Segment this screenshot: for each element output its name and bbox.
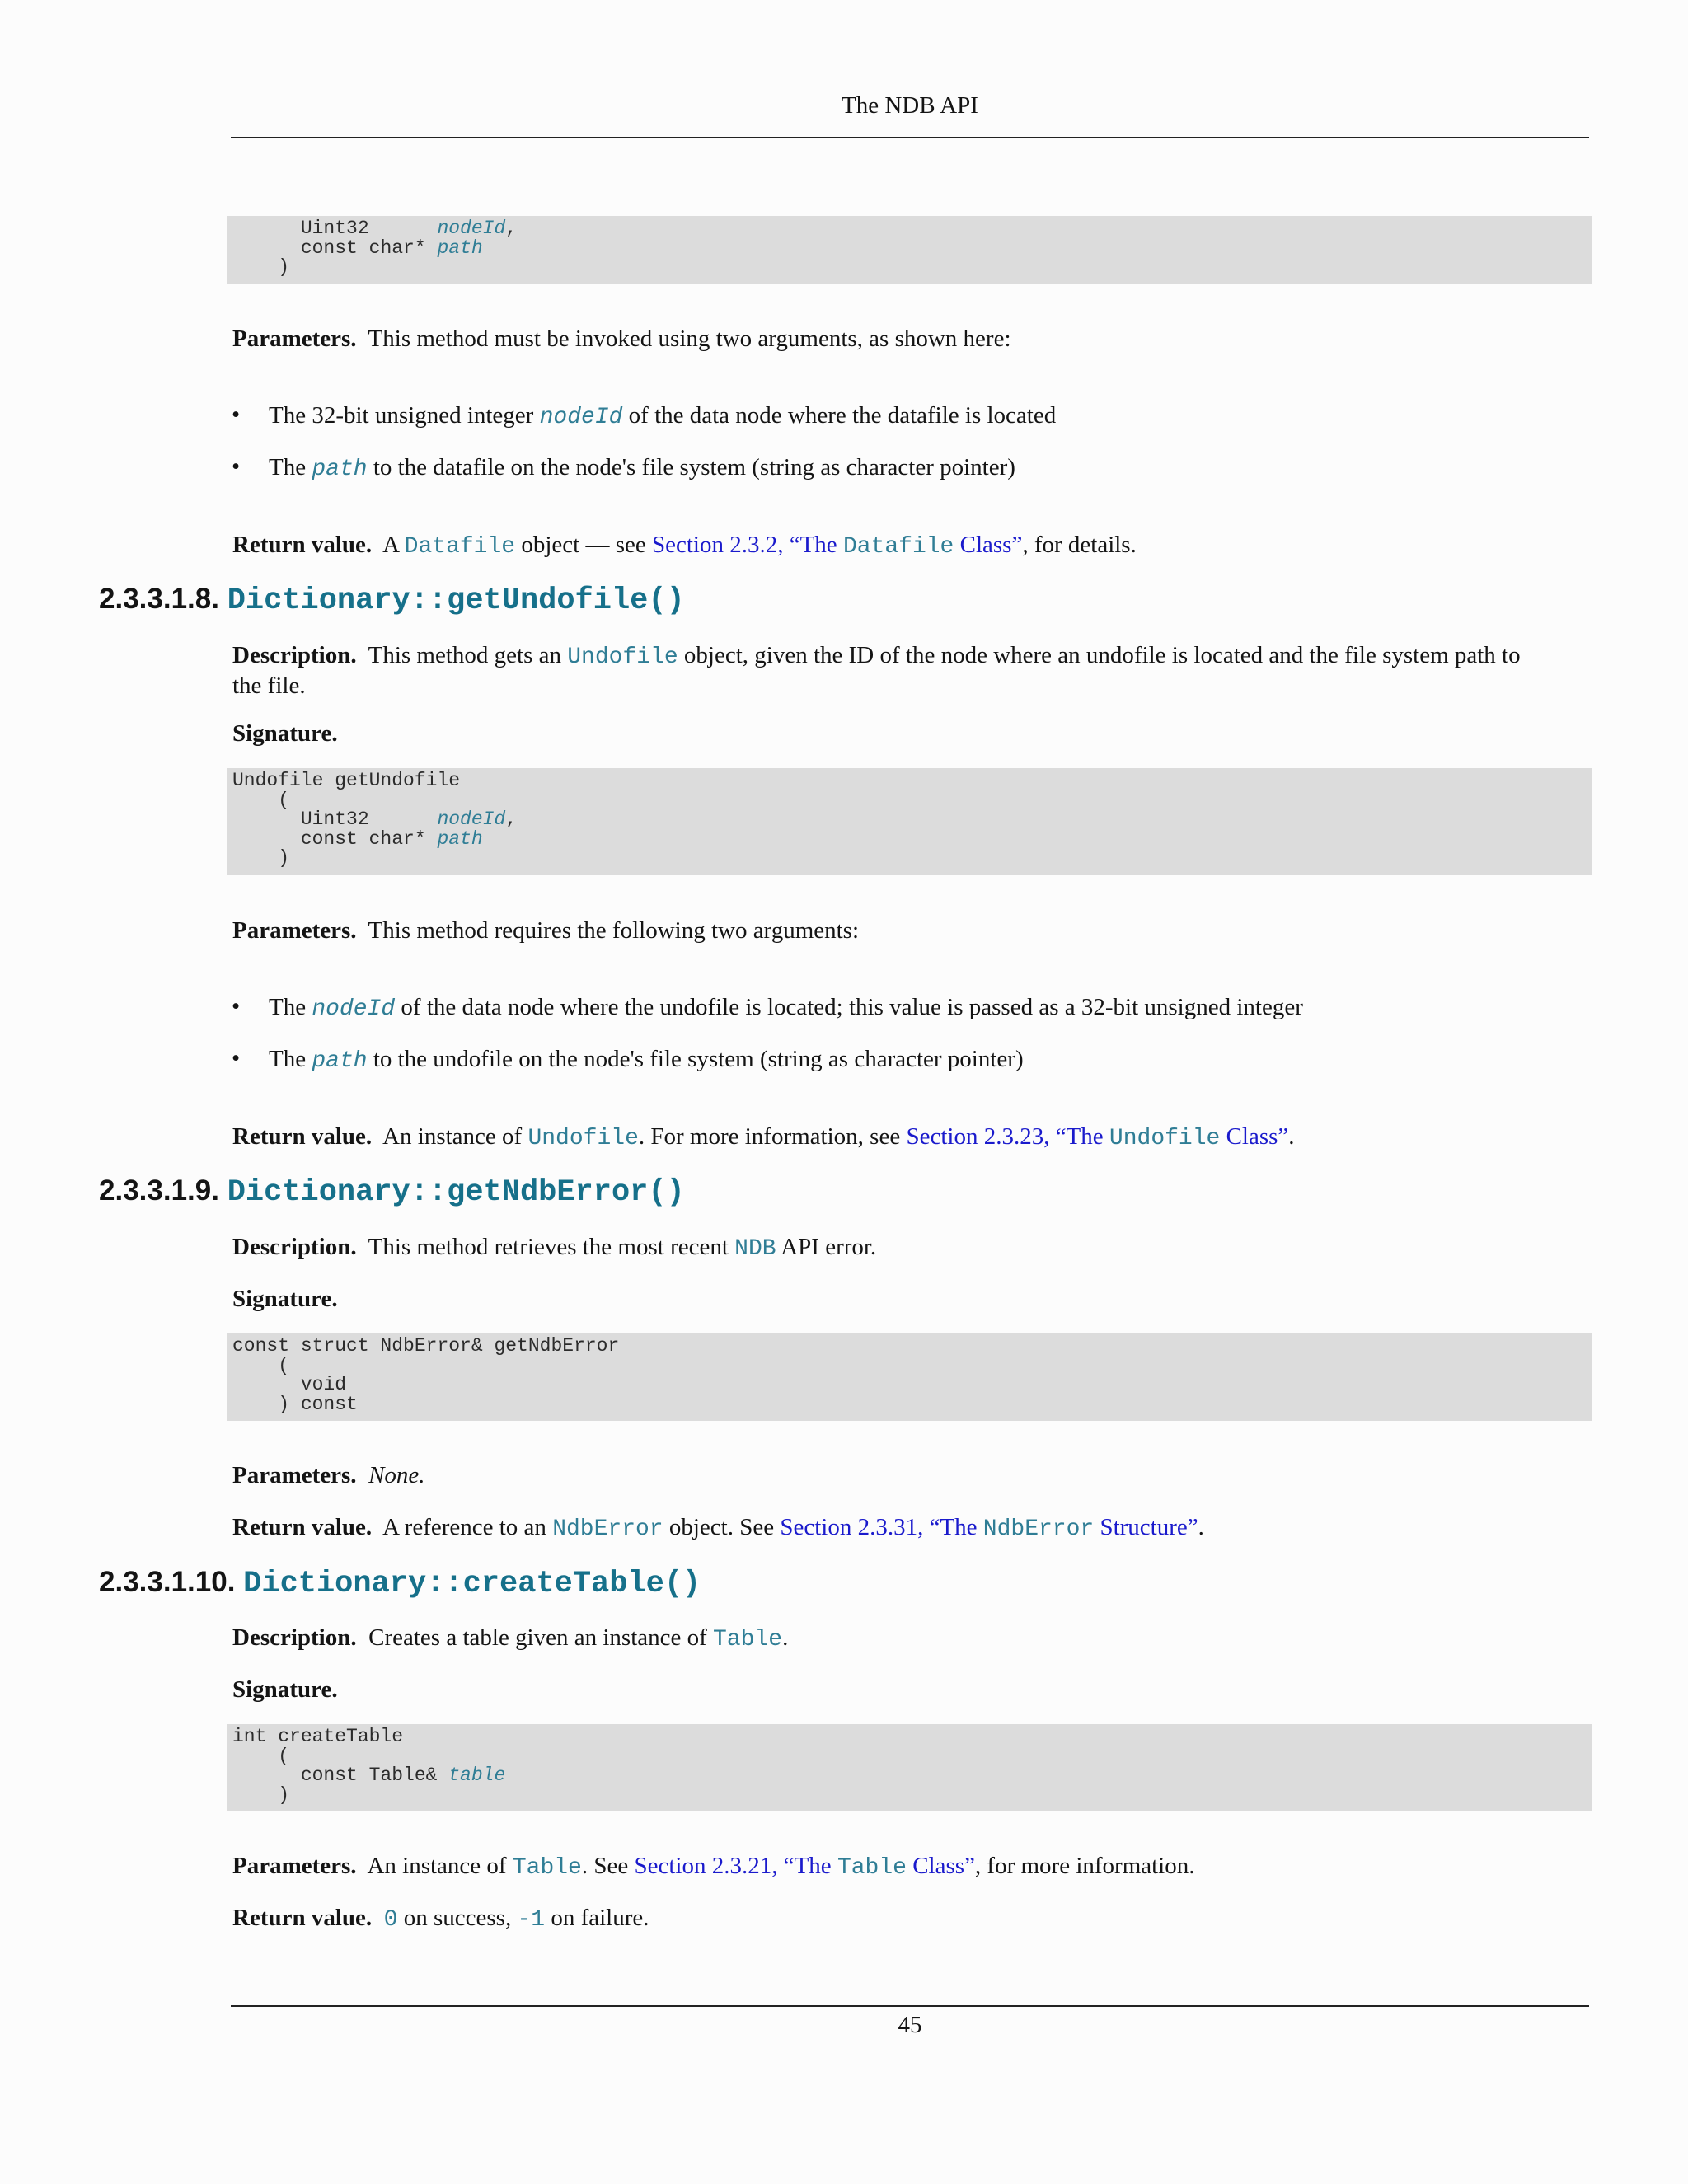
paragraph-parameters: Parameters. This method requires the following two arguments: [232,917,860,944]
inline-code: nodeId [539,405,623,430]
section-link-undofile[interactable]: Section 2.3.23, “The Undofile Class” [906,1123,1289,1151]
inline-code: path [312,457,368,482]
inline-code: NdbError [552,1516,663,1542]
bullet-icon: • [232,401,241,428]
paragraph-parameters: Parameters. An instance of Table. See Section 2.3.21, “The Table Class”, for more information. [232,1853,1195,1881]
paragraph-signature: Signature. [232,1286,338,1312]
code-param-path: path [437,237,483,259]
paragraph-signature: Signature. [232,720,338,747]
bullet-icon: • [232,993,241,1019]
page-number: 45 [898,2012,922,2038]
code-block-datafile-signature: Uint32 nodeId, const char* path ) [227,216,1592,284]
paragraph-parameters: Parameters. None. [232,1462,425,1488]
header-rule [231,137,1589,138]
inline-code: Table [713,1627,783,1652]
inline-code: nodeId [312,996,396,1022]
section-heading-getundofile: 2.3.3.1.8. Dictionary::getUndofile() [99,583,685,618]
code-type: const char* [300,237,438,259]
paragraph-return-value: Return value. A reference to an NdbError object. See Section 2.3.31, “The NdbError Structure”. [232,1514,1204,1542]
paragraph-signature: Signature. [232,1676,338,1703]
inline-code: NDB [734,1236,776,1262]
code-param-nodeid: nodeId [437,218,506,239]
section-heading-createtable: 2.3.3.1.10. Dictionary::createTable() [99,1566,701,1601]
section-link-table[interactable]: Section 2.3.21, “The Table Class” [634,1853,975,1881]
paragraph-description: Description. This method retrieves the most recent NDB API error. [232,1234,877,1262]
section-link-datafile[interactable]: Section 2.3.2, “The Datafile Class” [651,532,1023,560]
inline-code: Undofile [528,1126,639,1151]
footer-rule [231,2005,1589,2007]
inline-code: Table [512,1855,582,1881]
running-header: The NDB API [842,92,978,119]
paragraph-return-value: Return value. An instance of Undofile. For more information, see Section 2.3.23, “The Undofile Class”. [232,1123,1295,1151]
inline-code: -1 [517,1907,546,1933]
paragraph-return-value: Return value. 0 on success, -1 on failure. [232,1905,649,1933]
code-block-createtable: int createTable ( const Table& table ) [227,1724,1592,1811]
list-item: The path to the undofile on the node's file system (string as character pointer) [269,1046,1024,1074]
inline-code: Datafile [404,534,516,560]
paragraph-parameters: Parameters. This method must be invoked using two arguments, as shown here: [232,326,1011,352]
code-type: Uint32 [300,218,438,239]
bullet-icon: • [232,453,241,480]
paragraph-return-value: Return value. A Datafile object — see Section 2.3.2, “The Datafile Class”, for details. [232,532,1137,560]
list-item: The path to the datafile on the node's file system (string as character pointer) [269,454,1015,482]
list-item: The 32-bit unsigned integer nodeId of the data node where the datafile is located [269,402,1057,430]
paragraph-description: Description. This method gets an Undofile object, given the ID of the node where an undofile is located and the file system path to the file. [232,642,1521,699]
bullet-icon: • [232,1045,241,1071]
inline-code: Undofile [567,644,678,670]
code-block-getundofile: Undofile getUndofile ( Uint32 nodeId, const char* path ) [227,768,1592,875]
list-item: The nodeId of the data node where the undofile is located; this value is passed as a 32-bit unsigned integer [269,994,1303,1022]
paragraph-description: Description. Creates a table given an instance of Table. [232,1624,789,1652]
section-link-ndberror[interactable]: Section 2.3.31, “The NdbError Structure” [780,1514,1198,1542]
code-block-getndberror: const struct NdbError& getNdbError ( void ) const [227,1333,1592,1421]
inline-code: 0 [383,1907,398,1933]
inline-code: path [312,1048,368,1074]
section-heading-getndberror: 2.3.3.1.9. Dictionary::getNdbError() [99,1174,685,1210]
